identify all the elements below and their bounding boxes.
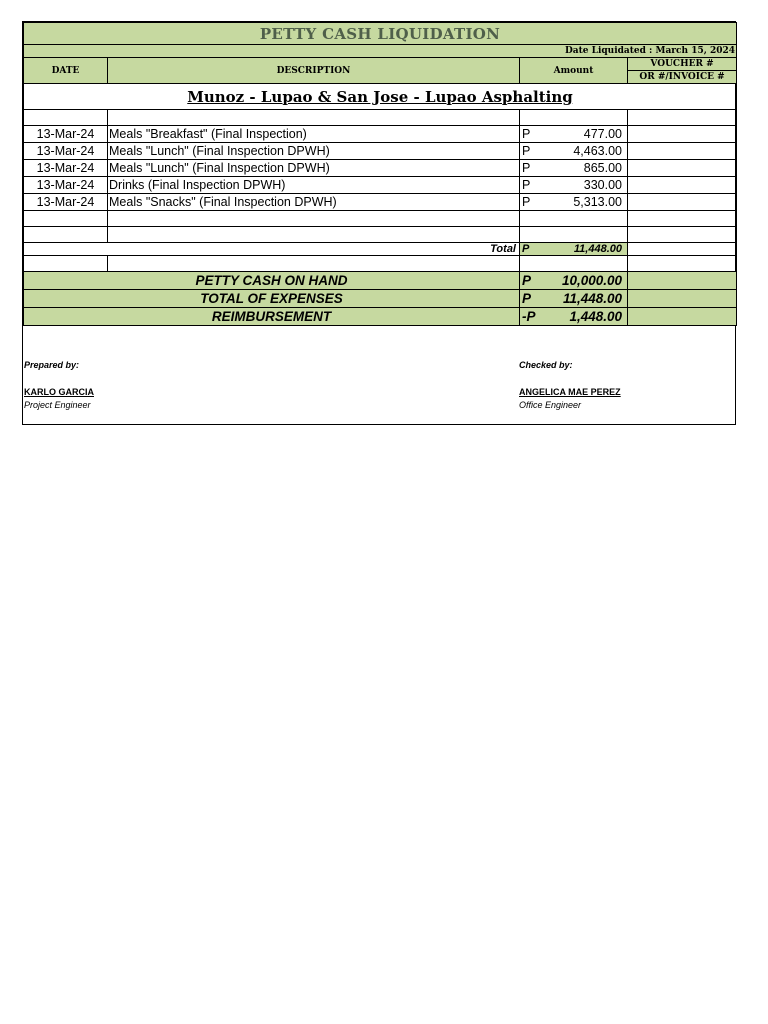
empty-cell <box>628 308 737 326</box>
empty-cell <box>520 256 628 272</box>
empty-cell <box>108 110 520 126</box>
empty-cell <box>108 211 520 227</box>
expense-date: 13-Mar-24 <box>24 143 108 160</box>
empty-cell <box>628 143 737 160</box>
empty-cell <box>628 290 737 308</box>
date-liquidated: Date Liquidated : March 15, 2024 <box>24 45 737 58</box>
total-currency: P <box>522 243 530 255</box>
empty-cell <box>24 256 108 272</box>
summary-label: REIMBURSEMENT <box>24 308 520 326</box>
summary-amount-cell <box>520 290 628 308</box>
expense-date: 13-Mar-24 <box>24 177 108 194</box>
empty-cell <box>520 227 628 243</box>
expense-amount: 5,313.00 <box>573 195 622 209</box>
expense-description: Meals "Lunch" (Final Inspection DPWH) <box>108 160 520 177</box>
empty-cell <box>628 110 737 126</box>
expense-description: Meals "Snacks" (Final Inspection DPWH) <box>108 194 520 211</box>
summary-label: PETTY CASH ON HAND <box>24 272 520 290</box>
liquidation-sheet <box>22 21 736 425</box>
summary-amount: 1,448.00 <box>569 309 622 324</box>
expense-row <box>24 126 737 143</box>
expense-amount-cell <box>520 177 628 194</box>
summary-row-reimbursement <box>24 308 737 326</box>
empty-cell <box>628 272 737 290</box>
expense-currency: P <box>522 161 531 175</box>
expense-description: Meals "Lunch" (Final Inspection DPWH) <box>108 143 520 160</box>
expense-row <box>24 143 737 160</box>
expense-row <box>24 160 737 177</box>
prepared-by-label: Prepared by: <box>24 360 80 370</box>
empty-cell <box>628 126 737 143</box>
expense-amount-cell <box>520 194 628 211</box>
expense-date: 13-Mar-24 <box>24 126 108 143</box>
header-date: DATE <box>24 58 108 84</box>
empty-cell <box>628 177 737 194</box>
expense-amount-cell <box>520 126 628 143</box>
expense-amount: 865.00 <box>583 161 622 175</box>
header-description: DESCRIPTION <box>108 58 520 84</box>
expense-amount-cell <box>520 160 628 177</box>
summary-amount: 10,000.00 <box>561 273 622 288</box>
expense-description: Drinks (Final Inspection DPWH) <box>108 177 520 194</box>
expense-currency: P <box>522 127 531 141</box>
empty-cell <box>108 256 520 272</box>
empty-cell <box>628 160 737 177</box>
form-title: PETTY CASH LIQUIDATION <box>24 23 737 45</box>
empty-cell <box>24 227 108 243</box>
summary-row-cash-on-hand <box>24 272 737 290</box>
summary-amount-cell <box>520 308 628 326</box>
expense-row <box>24 194 737 211</box>
empty-cell <box>520 110 628 126</box>
expense-currency: P <box>522 144 531 158</box>
total-amount: 11,448.00 <box>573 243 622 255</box>
expense-amount: 4,463.00 <box>573 144 622 158</box>
prepared-by-name: KARLO GARCIA <box>24 387 94 397</box>
project-title: Munoz - Lupao & San Jose - Lupao Asphalting <box>24 84 737 110</box>
empty-cell <box>24 110 108 126</box>
summary-label: TOTAL OF EXPENSES <box>24 290 520 308</box>
empty-cell <box>628 256 737 272</box>
header-invoice: OR #/INVOICE # <box>628 71 737 84</box>
total-label: Total <box>24 243 520 256</box>
expense-date: 13-Mar-24 <box>24 194 108 211</box>
expense-currency: P <box>522 195 531 209</box>
empty-cell <box>628 194 737 211</box>
summary-currency: P <box>522 273 532 288</box>
checked-by-label: Checked by: <box>519 360 573 370</box>
summary-amount: 11,448.00 <box>562 291 622 306</box>
expense-currency: P <box>522 178 531 192</box>
expense-entries <box>24 126 737 211</box>
empty-cell <box>108 227 520 243</box>
summary-currency: P <box>522 291 532 306</box>
expense-description: Meals "Breakfast" (Final Inspection) <box>108 126 520 143</box>
empty-cell <box>520 211 628 227</box>
liquidation-table <box>23 22 737 326</box>
header-amount: Amount <box>520 58 628 84</box>
summary-row-total-expenses <box>24 290 737 308</box>
empty-cell <box>628 227 737 243</box>
checked-by-role: Office Engineer <box>519 400 582 410</box>
checked-by-name: ANGELICA MAE PEREZ <box>519 387 621 397</box>
expense-amount: 477.00 <box>583 127 622 141</box>
empty-cell <box>628 243 737 256</box>
summary-currency: -P <box>522 309 536 324</box>
expense-amount-cell <box>520 143 628 160</box>
total-amount-cell <box>520 243 628 256</box>
expense-date: 13-Mar-24 <box>24 160 108 177</box>
prepared-by-role: Project Engineer <box>24 400 91 410</box>
summary-amount-cell <box>520 272 628 290</box>
empty-cell <box>24 211 108 227</box>
header-voucher: VOUCHER # <box>628 58 737 71</box>
empty-cell <box>628 211 737 227</box>
expense-row <box>24 177 737 194</box>
expense-amount: 330.00 <box>583 178 622 192</box>
